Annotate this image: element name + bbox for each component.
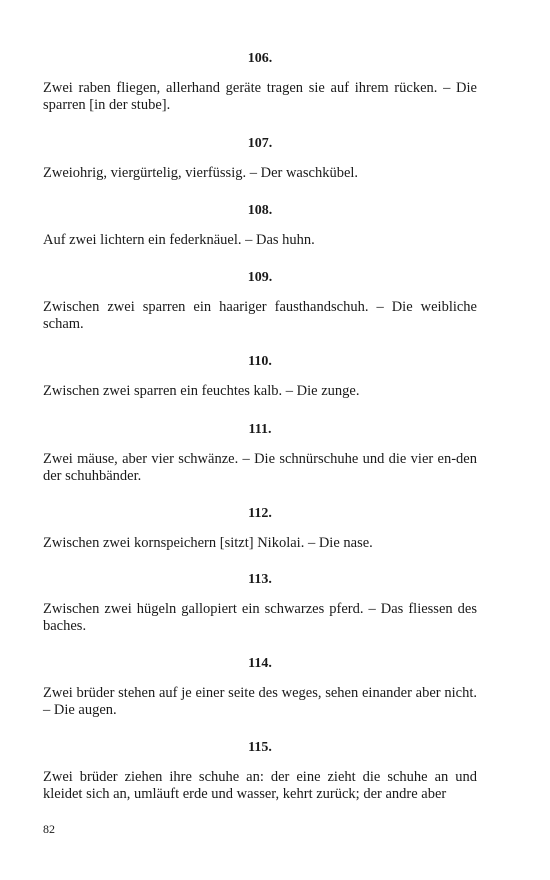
riddle-text: Zwischen zwei hügeln gallopiert ein schwarzes pferd. – Das fliessen des baches.: [43, 601, 477, 634]
riddle-entry-110: [43, 353, 477, 400]
riddle-number: 113.: [248, 572, 272, 587]
riddle-number: 110.: [248, 354, 272, 369]
riddle-number: 106.: [247, 51, 273, 66]
riddle-entry-112: [43, 505, 477, 552]
riddle-number: 107.: [247, 136, 273, 151]
riddle-entry-109: [43, 269, 477, 333]
riddle-text: Zwei brüder ziehen ihre schuhe an: der eine zieht die schuhe an und kleidet sich an, umläuft erde und wasser, kehrt zurück; der andre aber: [43, 769, 477, 802]
riddle-text: Zwei mäuse, aber vier schwänze. – Die schnürschuhe und die vier en-den der schuhbänder.: [43, 451, 477, 484]
riddle-number: 115.: [248, 740, 272, 755]
riddle-entry-106: [43, 50, 477, 114]
riddle-text: Zwei brüder stehen auf je einer seite des weges, sehen einander aber nicht. – Die augen.: [43, 685, 477, 718]
riddle-entry-115: [43, 739, 477, 803]
riddle-entry-108: [43, 202, 477, 249]
riddle-number: 112.: [248, 506, 272, 521]
riddle-number: 114.: [248, 656, 272, 671]
riddle-entry-113: [43, 571, 477, 635]
riddle-text: Zwischen zwei sparren ein feuchtes kalb. – Die zunge.: [43, 383, 360, 399]
riddle-text: Zwischen zwei kornspeichern [sitzt] Nikolai. – Die nase.: [43, 535, 373, 551]
riddle-entry-107: [43, 135, 477, 182]
riddle-number: 108.: [247, 203, 273, 218]
riddle-number: 111.: [248, 422, 272, 437]
page-number: 82: [43, 822, 55, 836]
riddle-text: Zweiohrig, viergürtelig, vierfüssig. – Der waschkübel.: [43, 165, 359, 181]
riddle-entry-114: [43, 655, 477, 719]
riddle-entry-111: [43, 421, 477, 485]
riddle-number: 109.: [247, 270, 273, 285]
riddle-text: Zwischen zwei sparren ein haariger fausthandschuh. – Die weibliche scham.: [43, 299, 477, 332]
document-page: [43, 0, 477, 880]
riddle-text: Zwei raben fliegen, allerhand geräte tragen sie auf ihrem rücken. – Die sparren [in der stube].: [43, 80, 477, 113]
riddle-text: Auf zwei lichtern ein federknäuel. – Das huhn.: [43, 232, 315, 248]
